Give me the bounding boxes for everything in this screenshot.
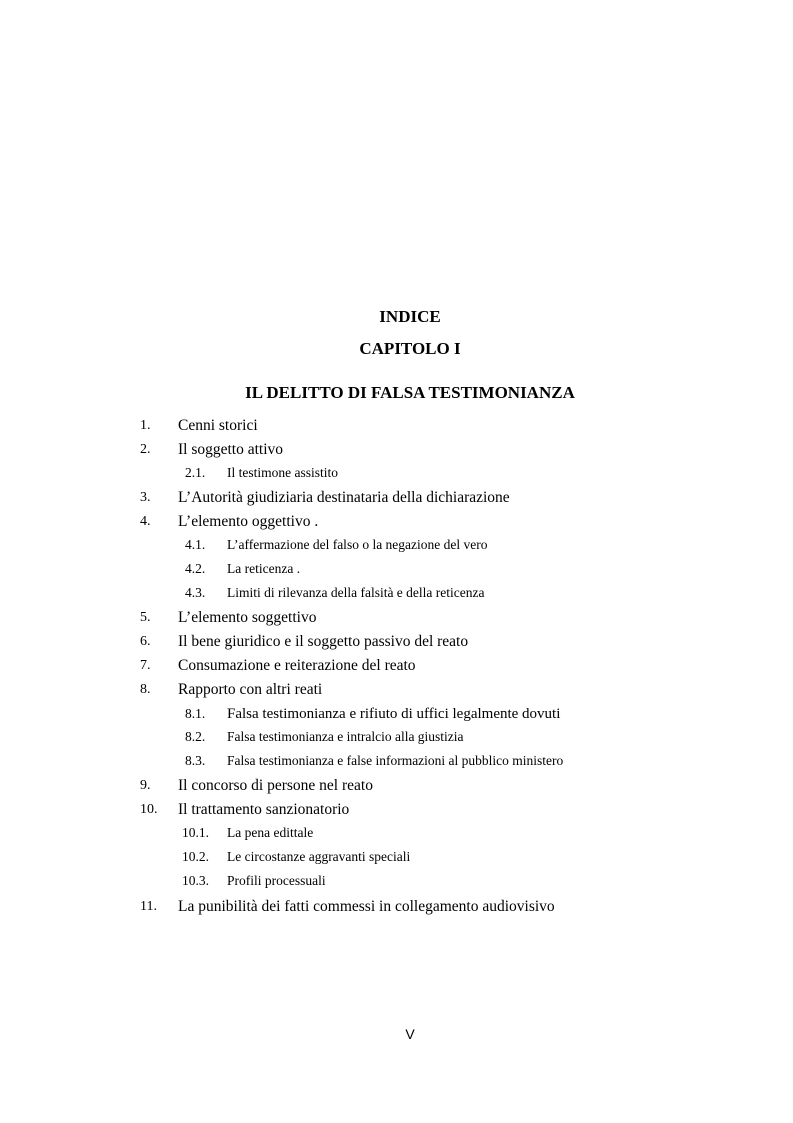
toc-entry-title: Il bene giuridico e il soggetto passivo del reato (178, 633, 469, 650)
toc-entry-title: Il trattamento sanzionatorio (178, 801, 350, 818)
toc-entry-title: Le circostanze aggravanti speciali (227, 849, 411, 864)
toc-entry-number: 10.1. (182, 825, 209, 840)
toc-entry-number: 2. (140, 442, 151, 457)
toc-entry-title: L’Autorità giudiziaria destinataria della dichiarazione (178, 489, 510, 506)
toc-entry-number: 4. (140, 514, 151, 529)
toc-entry-number: 4.3. (185, 585, 206, 600)
toc-entry-title: Il testimone assistito (227, 465, 338, 480)
toc-entry-title: Falsa testimonianza e intralcio alla giustizia (227, 729, 464, 744)
toc-entry-number: 1. (140, 418, 151, 433)
toc-entry-number: 9. (140, 778, 151, 793)
toc-entry-number: 8.2. (185, 729, 206, 744)
toc-entry-number: 8. (140, 682, 151, 697)
toc-entry-title: Il soggetto attivo (178, 441, 284, 458)
toc-entry-title: Falsa testimonianza e false informazioni al pubblico ministero (227, 753, 564, 768)
toc-entry-title: Consumazione e reiterazione del reato (178, 657, 416, 674)
toc-entry-number: 2.1. (185, 465, 206, 480)
toc-entry-title: La reticenza . (227, 561, 301, 576)
toc-entry-title: La punibilità dei fatti commessi in collegamento audiovisivo (178, 898, 555, 915)
toc-entry-title: Rapporto con altri reati (178, 681, 323, 698)
toc-entry-title: Limiti di rilevanza della falsità e della reticenza (227, 585, 485, 600)
toc-entry-number: 8.3. (185, 753, 206, 768)
chapter-title: IL DELITTO DI FALSA TESTIMONIANZA (245, 383, 575, 402)
toc-entry-title: L’elemento soggettivo (178, 609, 317, 626)
toc-entry-title: Il concorso di persone nel reato (178, 777, 373, 794)
toc-entry-title: Profili processuali (227, 873, 326, 888)
toc-entry-number: 4.1. (185, 537, 206, 552)
toc-entry-number: 3. (140, 490, 151, 505)
toc-entry-title: Falsa testimonianza e rifiuto di uffici legalmente dovuti (227, 706, 561, 722)
toc-entry-title: Cenni storici (178, 417, 258, 434)
chapter-heading: CAPITOLO I (359, 339, 461, 358)
page-number: V (405, 1026, 415, 1042)
toc-entry-number: 11. (140, 899, 157, 914)
toc-entry-title: L’elemento oggettivo . (178, 513, 319, 530)
toc-entry-number: 10. (140, 802, 158, 817)
toc-entry-number: 4.2. (185, 561, 206, 576)
toc-entry-number: 5. (140, 610, 151, 625)
toc-entry-title: L’affermazione del falso o la negazione del vero (227, 537, 488, 552)
toc-entry-number: 6. (140, 634, 151, 649)
index-heading: INDICE (379, 307, 441, 326)
toc-entry-title: La pena edittale (227, 825, 314, 840)
toc-entry-number: 7. (140, 658, 151, 673)
toc-entry-number: 10.3. (182, 873, 209, 888)
toc-entry-number: 10.2. (182, 849, 209, 864)
toc-entry-number: 8.1. (185, 706, 206, 721)
